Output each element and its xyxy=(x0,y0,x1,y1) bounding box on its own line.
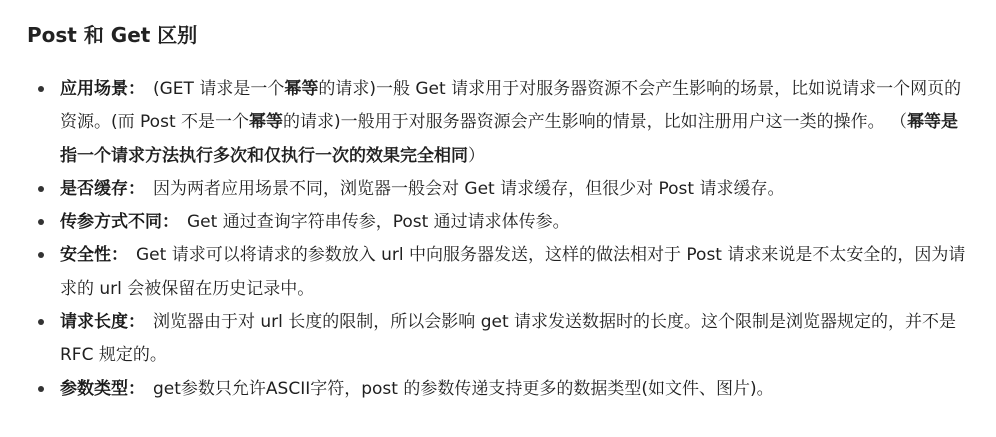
bullet-icon xyxy=(38,319,44,325)
item-text: 浏览器由于对 url 长度的限制，所以会影响 get 请求发送数据时的长度。这个限制是浏览器规定的，并不是 RFC 规定的。 xyxy=(60,312,957,366)
list-item-caching xyxy=(27,173,996,206)
item-text: 的请求)一般用于对服务器资源会产生影响的情景，比如注册用户这一类的操作。 （ xyxy=(283,112,908,133)
item-label: 传参方式不同： xyxy=(60,212,179,233)
item-label: 是否缓存： xyxy=(60,178,145,199)
item-text: ） xyxy=(468,145,485,166)
item-text: get参数只允许ASCII字符，post 的参数传递支持更多的数据类型(如文件、图片)。 xyxy=(153,378,774,399)
bullet-icon xyxy=(38,252,44,258)
bullet-icon xyxy=(38,86,44,92)
item-text: Get 通过查询字符串传参，Post 通过请求体传参。 xyxy=(187,212,570,233)
item-label: 应用场景： xyxy=(60,79,145,99)
bullet-icon xyxy=(38,219,44,225)
bold-definition: 幂等是指一个请求方法执行多次和仅执行一次的效果完全相同 xyxy=(60,112,959,166)
bold-term: 幂等 xyxy=(284,79,319,99)
list-item-param-types xyxy=(27,373,996,406)
list-item-scenario xyxy=(27,73,996,173)
item-label: 请求长度： xyxy=(60,312,145,333)
list-item-security xyxy=(27,239,996,306)
list-item-request-length xyxy=(27,306,996,373)
item-text: 因为两者应用场景不同，浏览器一般会对 Get 请求缓存，但很少对 Post 请求缓存。 xyxy=(153,178,785,199)
item-text: 的请求)一般 Get 请求用于对服务器资源不会产生影响的场景，比如说请求一个网页的资源。(而 Post 不是一个 xyxy=(60,79,962,133)
bullet-icon xyxy=(38,386,44,392)
item-label: 安全性： xyxy=(60,245,128,266)
comparison-list xyxy=(27,73,996,406)
item-text: (GET 请求是一个 xyxy=(153,79,285,99)
list-item-param-passing xyxy=(27,206,996,239)
item-text: Get 请求可以将请求的参数放入 url 中向服务器发送，这样的做法相对于 Post 请求来说是不太安全的，因为请求的 url 会被保留在历史记录中。 xyxy=(60,245,966,299)
bold-term: 幂等 xyxy=(249,112,284,133)
section-title: Post 和 Get 区别 xyxy=(27,23,198,47)
item-label: 参数类型： xyxy=(60,378,145,399)
bullet-icon xyxy=(38,186,44,192)
